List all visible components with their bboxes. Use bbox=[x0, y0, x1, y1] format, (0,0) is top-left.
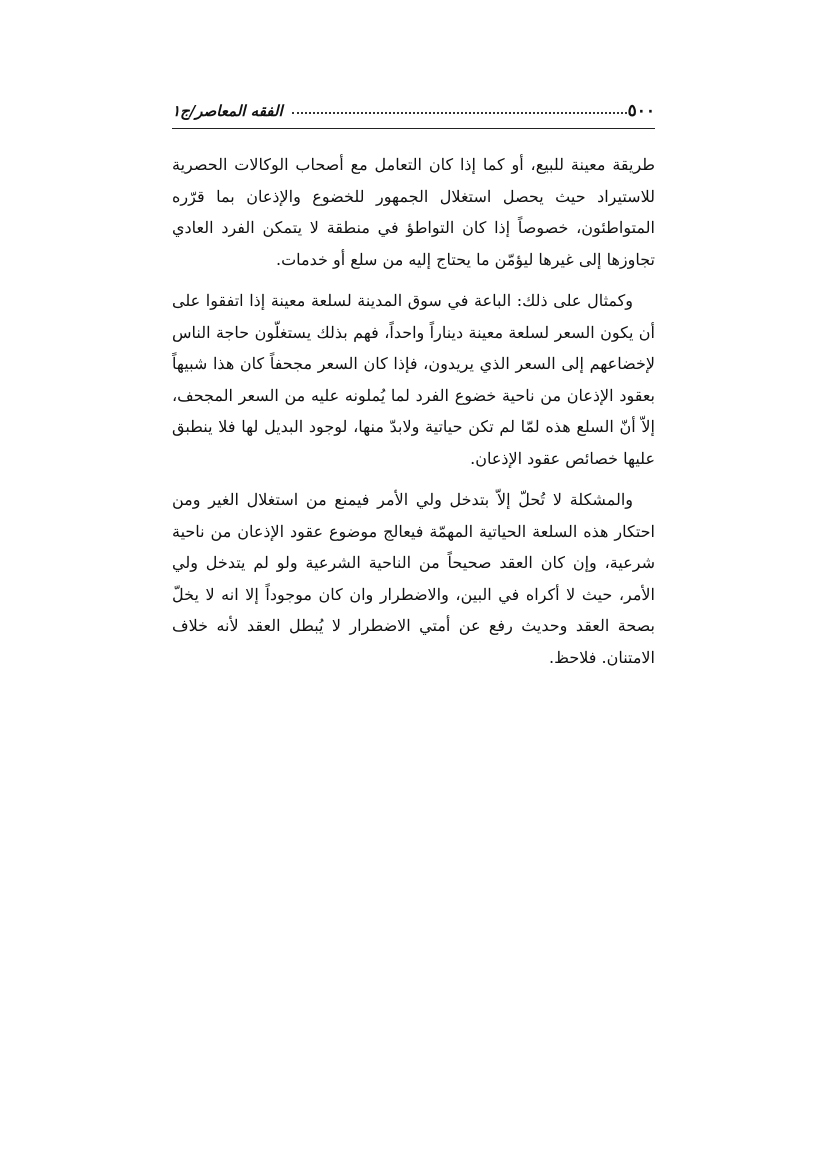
page-header bbox=[172, 100, 655, 130]
page-number: ٥٠٠ bbox=[627, 101, 655, 121]
header-dot-leader bbox=[292, 112, 627, 114]
running-title: الفقه المعاصر/ج١ bbox=[172, 102, 283, 120]
header-rule bbox=[172, 128, 655, 129]
paragraph-1: طريقة معينة للبيع، أو كما إذا كان التعامل مع أصحاب الوكالات الحصرية للاستيراد حيث يحصل استغلال الجمهور للخضوع والإذعان بما قرّره المتواطئون، خصوصاً إذا كان التواطؤ في منطقة لا يتمكن الفرد العادي تجاوزها إلى غيرها ليؤمّن ما يحتاج إليه من سلع أو خدمات. bbox=[172, 155, 656, 269]
paragraph-3: والمشكلة لا تُحلّ إلاّ بتدخل ولي الأمر فيمنع من استغلال الغير ومن احتكار هذه السلعة الحياتية المهمّة فيعالج موضوع عقود الإذعان من ناحية شرعية، وإن كان العقد صحيحاً من الناحية الشرعية ولو لم يتدخل ولي الأمر، حيث لا أكراه في البين، والاضطرار وان كان موجوداً إلا انه لا يخلّ بصحة العقد وحديث رفع عن أمتي الاضطرار لا يُبطل العقد لأنه خلاف الامتنان. فلاحظ. bbox=[172, 490, 655, 667]
body-text bbox=[172, 149, 655, 683]
paragraph-2: وكمثال على ذلك: الباعة في سوق المدينة لسلعة معينة إذا اتفقوا على أن يكون السعر لسلعة معينة ديناراً واحداً، فهم بذلك يستغلّون حاجة الناس لإخضاعهم إلى السعر الذي يريدون، فإذا كان السعر مجحفاً كان هذا شبيهاً بعقود الإذعان من ناحية خضوع الفرد لما يُملونه عليه من السعر المجحف، إلاّ أنّ السلع هذه لمّا لم تكن حياتية ولابدّ منها، لوجود البديل لها فلا ينطبق عليها خصائص عقود الإذعان. bbox=[172, 291, 655, 468]
